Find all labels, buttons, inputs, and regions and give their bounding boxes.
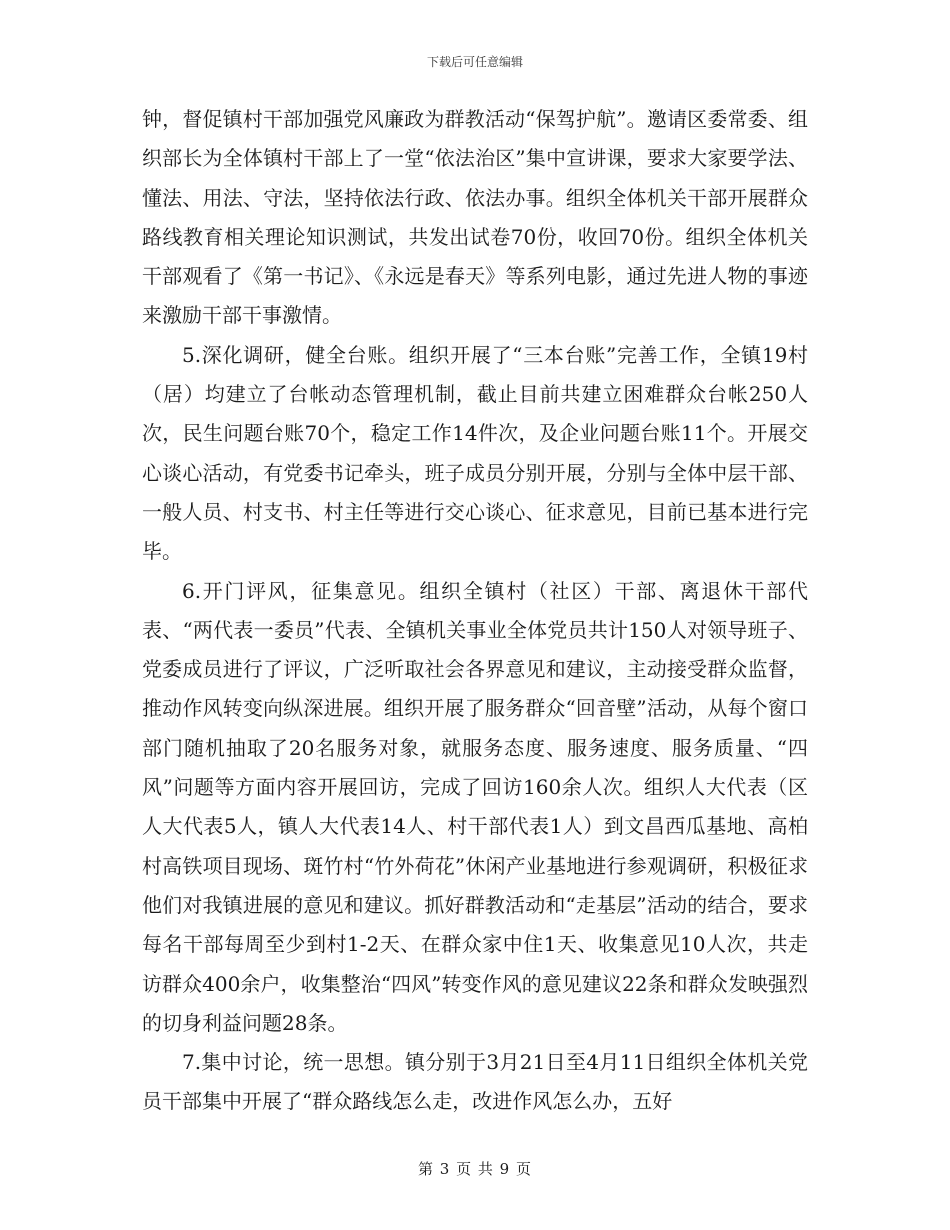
page-header: 下载后可任意编辑	[426, 55, 523, 69]
paragraph-item-7: 7.集中讨论，统一思想。镇分别于3月21日至4月11日组织全体机关党员干部集中开展了“群众路线怎么走，改进作风怎么办，五好	[142, 1050, 808, 1114]
paragraph-item-6: 6.开门评风，征集意见。组织全镇村（社区）干部、离退休干部代表、“两代表一委员”代表、全镇机关事业全体党员共计150人对领导班子、党委成员进行了评议，广泛听取社会各界意见和建议，主动接受群众监督，推动作风转变向纵深进展。组织开展了服务群众“回音壁”活动，从每个窗口部门随机抽取了20名服务对象，就服务态度、服务速度、服务质量、“四风”问题等方面内容开展回访，完成了回访160余人次。组织人大代表（区人大代表5人，镇人大代表14人、村干部代表1人）到文昌西瓜基地、高柏村高铁项目现场、斑竹村“竹外荷花”休闲产业基地进行参观调研，积极征求他们对我镇进展的意见和建议。抓好群教活动和“走基层”活动的结合，要求每名干部每周至少到村1-2天、在群众家中住1天、收集意见10人次，共走访群众400余户，收集整治“四风”转变作风的意见建议22条和群众发映强烈的切身利益问题28条。	[142, 578, 808, 1035]
page-footer-page-number: 第 3 页 共 9 页	[418, 1160, 532, 1178]
document-body	[142, 100, 808, 1122]
paragraph-item-5: 5.深化调研，健全台账。组织开展了“三本台账”完善工作，全镇19村（居）均建立了台帐动态管理机制，截止目前共建立困难群众台帐250人次，民生问题台账70个，稳定工作14件次，及企业问题台账11个。开展交心谈心活动，有党委书记牵头，班子成员分别开展，分别与全体中层干部、一般人员、村支书、村主任等进行交心谈心、征求意见，目前已基本进行完毕。	[142, 342, 808, 564]
paragraph-continuation: 钟，督促镇村干部加强党风廉政为群教活动“保驾护航”。邀请区委常委、组织部长为全体镇村干部上了一堂“依法治区”集中宣讲课，要求大家要学法、懂法、用法、守法，坚持依法行政、依法办事。组织全体机关干部开展群众路线教育相关理论知识测试，共发出试卷70份，收回70份。组织全体机关干部观看了《第一书记》、《永远是春天》等系列电影，通过先进人物的事迹来激励干部干事激情。	[142, 107, 808, 328]
